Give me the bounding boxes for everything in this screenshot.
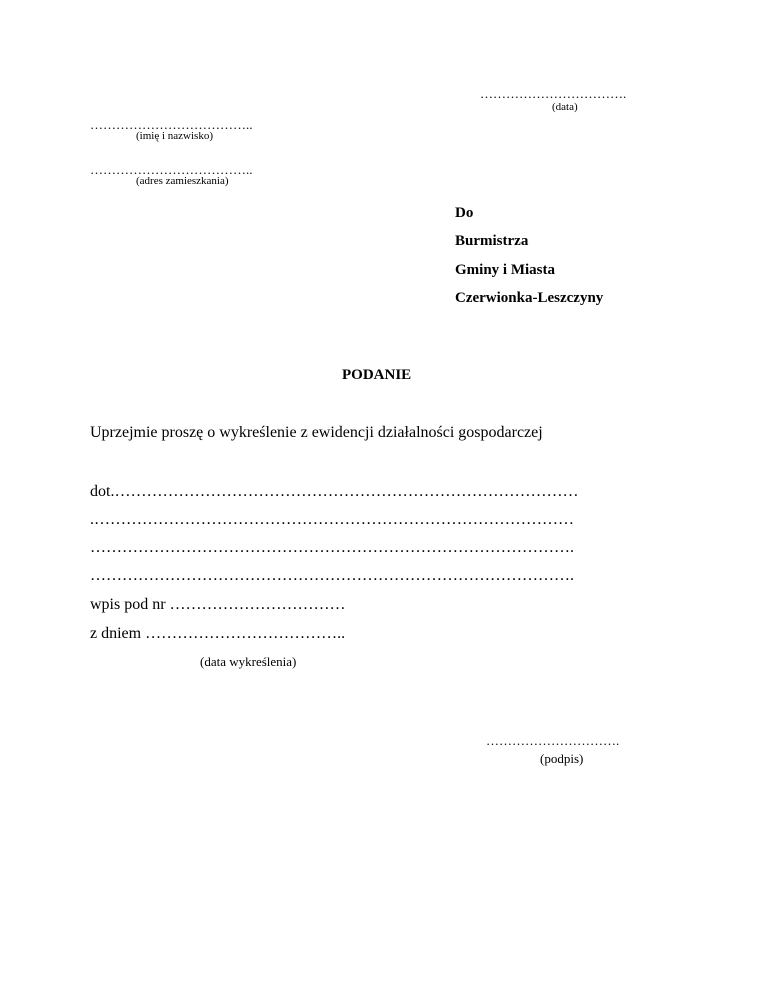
signature-line: …………………………. [486,733,620,748]
date-label: (data) [552,101,578,113]
subject-line-3: ………………………………………………………………………………. [90,539,574,556]
subject-line-2: .……………………………………………………………………………… [90,511,574,528]
recipient-line-4: Czerwionka-Leszczyny [455,290,604,306]
request-text: Uprzejmie proszę o wykreślenie z ewidencji działalności gospodarczej [90,424,543,441]
address-label: (adres zamieszkania) [136,175,229,187]
signature-label: (podpis) [540,751,584,766]
address-line: ……………………………….. [90,162,253,177]
recipient-line-2: Burmistrza [455,233,529,249]
entry-number-line: wpis pod nr …………………………… [90,596,346,613]
deregistration-date-line: z dniem ……………………………….. [90,625,346,642]
deregistration-date-label: (data wykreślenia) [200,654,297,669]
name-label: (imię i nazwisko) [136,130,213,142]
date-line: ……………………………. [480,86,627,101]
recipient-line-1: Do [455,205,474,221]
name-line: ……………………………….. [90,117,253,132]
document-title: PODANIE [342,367,412,383]
subject-line-1: dot.…………………………………………………………………………… [90,483,579,500]
recipient-line-3: Gminy i Miasta [455,262,555,278]
subject-line-4: ………………………………………………………………………………. [90,567,574,584]
